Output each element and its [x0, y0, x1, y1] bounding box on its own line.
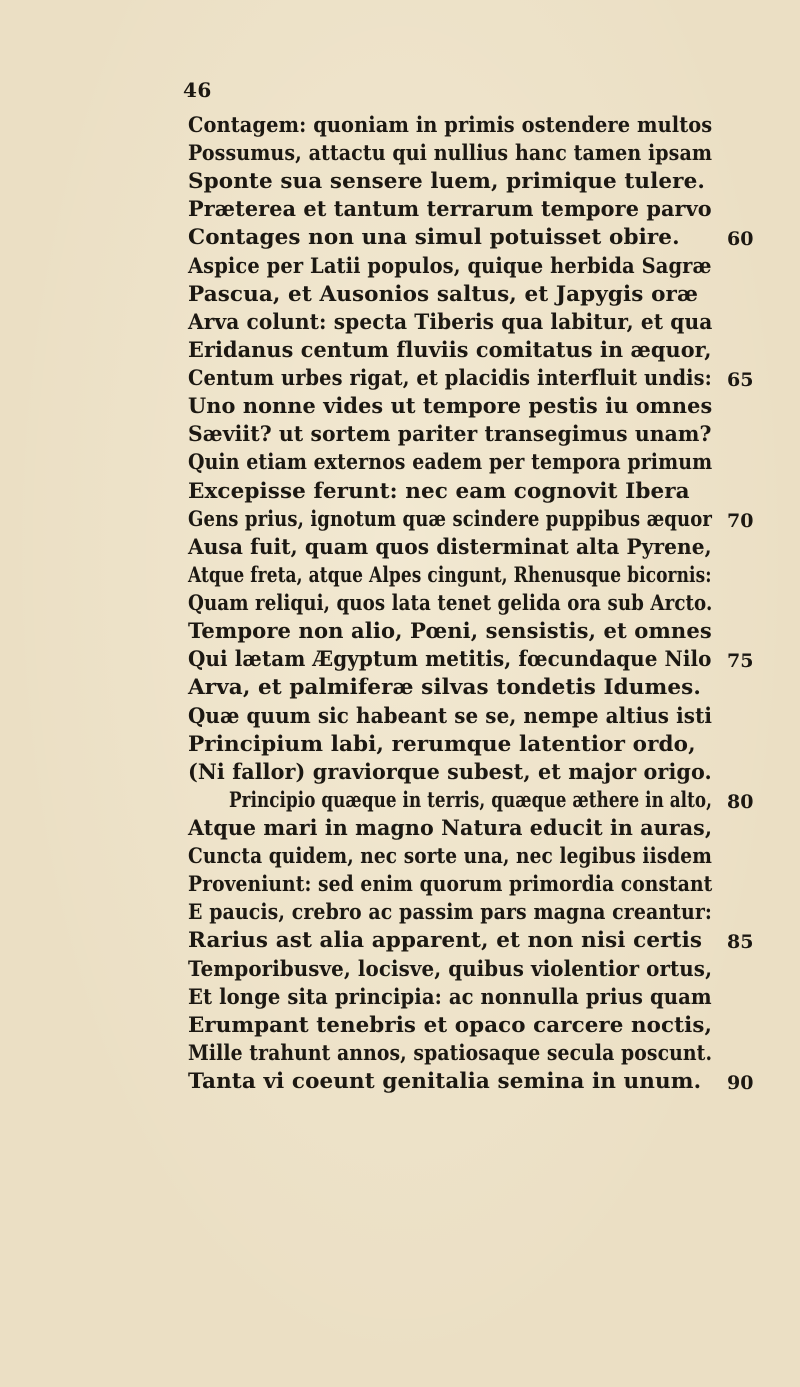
- verse-line: Principio quæque in terris, quæque æthere in alto,: [229, 787, 713, 813]
- line-number: 70: [727, 509, 754, 532]
- verse-line: Contagem: quoniam in primis ostendere multos: [188, 113, 713, 138]
- verse-line: Aspice per Latii populos, quique herbida Sagræ: [188, 253, 712, 279]
- verse-line: Eridanus centum fluviis comitatus in æquor,: [188, 337, 712, 363]
- verse-line: Proveniunt: sed enim quorum primordia constant: [188, 872, 713, 898]
- verse-line: Principium labi, rerumque latentior ordo,: [188, 731, 696, 757]
- verse-line: Contages non una simul potuisset obire.: [188, 225, 680, 251]
- verse-line: Quin etiam externos eadem per tempora primum: [188, 450, 713, 476]
- line-number: 85: [727, 931, 754, 954]
- verse-line: Mille trahunt annos, spatiosaque secula poscunt.: [188, 1040, 713, 1066]
- verse-line: Sæviit? ut sortem pariter transegimus unam?: [188, 422, 712, 448]
- line-number: 75: [727, 650, 754, 673]
- verse-line: Præterea et tantum terrarum tempore parvo: [188, 197, 712, 223]
- line-number: 65: [727, 369, 754, 392]
- verse-line: (Ni fallor) graviorque subest, et major origo.: [188, 759, 712, 785]
- verse-line: Excepisse ferunt: nec eam cognovit Ibera: [188, 478, 690, 504]
- verse-line: Cuncta quidem, nec sorte una, nec legibus iisdem: [188, 844, 712, 870]
- verse-line: Pascua, et Ausonios saltus, et Japygis oræ: [188, 281, 699, 307]
- verse-line: Uno nonne vides ut tempore pestis iu omnes: [188, 394, 713, 420]
- verse-line: Erumpant tenebris et opaco carcere noctis,: [188, 1012, 713, 1038]
- verse-line: Quæ quum sic habeant se se, nempe altius isti: [188, 703, 713, 729]
- verse-line: Tempore non alio, Pœni, sensistis, et omnes: [188, 619, 712, 645]
- verse-line: Rarius ast alia apparent, et non nisi certis: [188, 928, 703, 954]
- verse-line: Qui lætam Ægyptum metitis, fœcundaque Nilo: [188, 647, 712, 673]
- verse-line: Possumus, attactu qui nullius hanc tamen ipsam: [188, 141, 713, 167]
- verse-line: E paucis, crebro ac passim pars magna creantur:: [188, 900, 713, 926]
- line-number: 90: [727, 1072, 754, 1095]
- verse-line: Atque freta, atque Alpes cingunt, Rhenusque bicornis:: [188, 562, 712, 588]
- page-number: 46: [183, 78, 212, 102]
- verse-line: Ausa fuit, quam quos disterminat alta Pyrene,: [188, 534, 712, 560]
- verse-line: Sponte sua sensere luem, primique tulere.: [188, 169, 705, 195]
- verse-line: Arva colunt: specta Tiberis qua labitur, et qua: [188, 309, 713, 335]
- verse-line: Et longe sita principia: ac nonnulla prius quam: [188, 984, 712, 1010]
- verse-line: Tanta vi coeunt genitalia semina in unum.: [188, 1069, 702, 1095]
- line-number: 80: [727, 790, 754, 813]
- verse-line: Atque mari in magno Natura educit in auras,: [188, 816, 713, 841]
- verse-line: Temporibusve, locisve, quibus violentior ortus,: [188, 956, 713, 982]
- verse-line: Gens prius, ignotum quæ scindere puppibus æquor: [188, 506, 712, 532]
- line-number: 60: [727, 228, 754, 251]
- verse-line: Quam reliqui, quos lata tenet gelida ora sub Arcto.: [188, 591, 713, 617]
- verse-line: Arva, et palmiferæ silvas tondetis Idumes.: [188, 675, 701, 701]
- verse-line: Centum urbes rigat, et placidis interfluit undis:: [188, 366, 712, 392]
